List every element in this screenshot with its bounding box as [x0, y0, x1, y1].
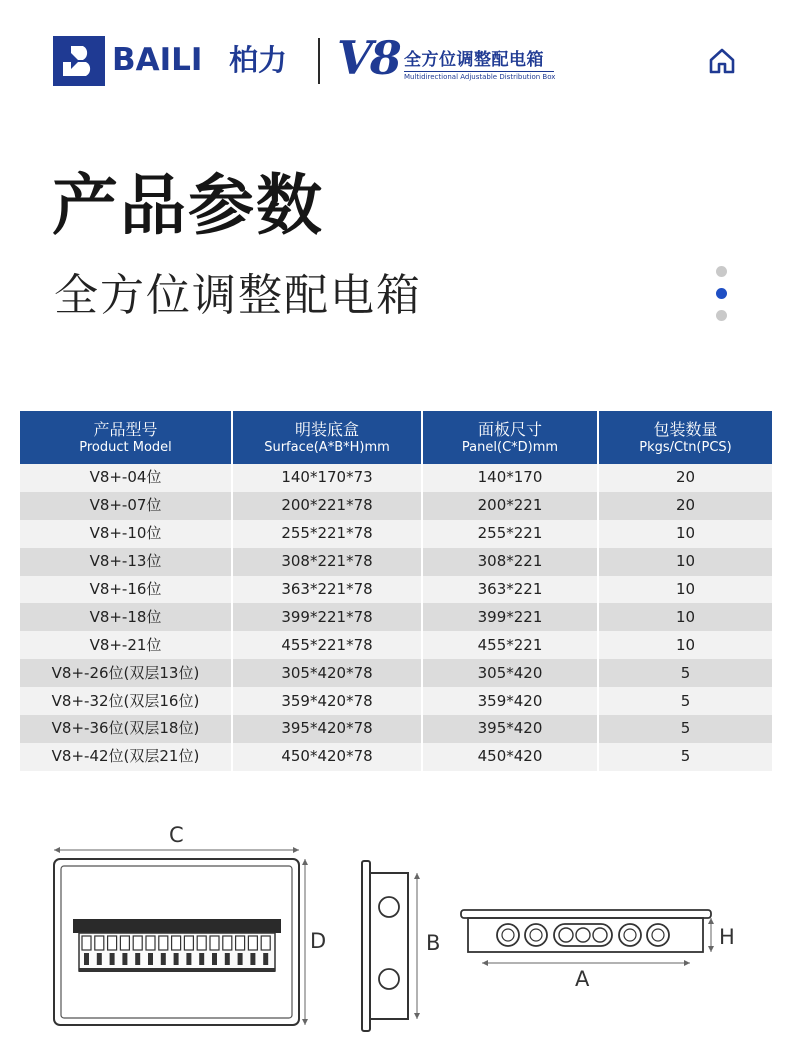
- table-row: [20, 603, 772, 631]
- column-header-cn: 面板尺寸: [477, 419, 542, 439]
- header-divider: [318, 38, 320, 84]
- table-cell: 20: [598, 492, 772, 520]
- table-cell: 308*221*78: [232, 548, 422, 576]
- front-panel-drawing: [48, 837, 310, 1033]
- table-cell: 363*221*78: [232, 576, 422, 604]
- top-view-drawing: [458, 905, 723, 977]
- breaker-toggle: [186, 953, 191, 965]
- column-header-en: Pkgs/Ctn(PCS): [639, 439, 732, 455]
- breaker-toggle: [84, 953, 89, 965]
- table-cell: 395*420*78: [232, 715, 422, 743]
- dimension-label-c: C: [169, 823, 184, 847]
- table-row: [20, 687, 772, 715]
- table-cell: 363*221: [422, 576, 598, 604]
- table-cell: V8+-10位: [20, 520, 232, 548]
- table-cell: V8+-32位(双层16位): [20, 687, 232, 715]
- table-row: [20, 464, 772, 492]
- breaker-toggle: [97, 953, 102, 965]
- breaker-slot: [133, 936, 142, 950]
- side-view-drawing: [355, 859, 430, 1033]
- breaker-toggle: [263, 953, 268, 965]
- brand-name: BAILI: [112, 42, 203, 78]
- breaker-toggle: [110, 953, 115, 965]
- table-row: [20, 715, 772, 743]
- breaker-toggle: [122, 953, 127, 965]
- table-row: [20, 576, 772, 604]
- pagination-dot[interactable]: [716, 266, 727, 277]
- table-cell: 455*221*78: [232, 631, 422, 659]
- breaker-slot: [261, 936, 270, 950]
- breaker-slot: [197, 936, 206, 950]
- dimension-label-d: D: [310, 929, 327, 953]
- dimension-label-a: A: [575, 967, 590, 991]
- table-cell: 10: [598, 548, 772, 576]
- breaker-slot: [146, 936, 155, 950]
- table-cell: 10: [598, 520, 772, 548]
- column-header: [422, 411, 598, 464]
- table-cell: 450*420*78: [232, 743, 422, 771]
- table-cell: V8+-04位: [20, 464, 232, 492]
- breaker-toggle: [135, 953, 140, 965]
- breaker-slots: [82, 936, 270, 965]
- table-header-row: [20, 411, 772, 464]
- breaker-toggle: [174, 953, 179, 965]
- pagination-dots: [716, 266, 728, 326]
- product-name-cn: 全方位调整配电箱: [404, 50, 544, 70]
- table-cell: V8+-26位(双层13位): [20, 659, 232, 687]
- home-icon[interactable]: [707, 46, 737, 76]
- table-cell: V8+-13位: [20, 548, 232, 576]
- table-cell: 5: [598, 687, 772, 715]
- product-name-en: Multidirectional Adjustable Distribution Box: [404, 73, 556, 81]
- table-cell: 359*420: [422, 687, 598, 715]
- table-cell: 20: [598, 464, 772, 492]
- table-cell: 5: [598, 743, 772, 771]
- breaker-slot: [108, 936, 117, 950]
- breaker-toggle: [212, 953, 217, 965]
- dimension-diagrams: [0, 815, 790, 1053]
- table-cell: 10: [598, 576, 772, 604]
- breaker-slot: [159, 936, 168, 950]
- dimension-label-b: B: [426, 931, 441, 955]
- column-header-en: Panel(C*D)mm: [461, 439, 559, 455]
- product-name-underline: [404, 71, 554, 72]
- table-row: [20, 743, 772, 771]
- breaker-slot: [223, 936, 232, 950]
- column-header-en: Product Model: [79, 439, 172, 455]
- column-header-cn: 包装数量: [653, 419, 718, 439]
- breaker-toggle: [148, 953, 153, 965]
- table-cell: V8+-07位: [20, 492, 232, 520]
- page-subtitle: 全方位调整配电箱: [54, 270, 422, 321]
- table-cell: 255*221*78: [232, 520, 422, 548]
- table-cell: 359*420*78: [232, 687, 422, 715]
- spec-table: [20, 411, 772, 771]
- table-row: [20, 548, 772, 576]
- table-cell: 450*420: [422, 743, 598, 771]
- table-cell: V8+-16位: [20, 576, 232, 604]
- column-header-cn: 明装底盒: [294, 419, 359, 439]
- table-cell: V8+-21位: [20, 631, 232, 659]
- brand-name-cn: 柏力: [229, 43, 288, 77]
- pagination-dot-active[interactable]: [716, 288, 727, 299]
- table-cell: 395*420: [422, 715, 598, 743]
- model-logo: V8: [337, 31, 399, 85]
- table-cell: 308*221: [422, 548, 598, 576]
- column-header: [232, 411, 422, 464]
- breaker-slot: [120, 936, 129, 950]
- table-cell: 5: [598, 715, 772, 743]
- breaker-slot: [82, 936, 91, 950]
- page-header: [0, 0, 790, 120]
- table-cell: 399*221*78: [232, 603, 422, 631]
- table-cell: 200*221*78: [232, 492, 422, 520]
- table-cell: 305*420*78: [232, 659, 422, 687]
- column-header: [20, 411, 232, 464]
- table-cell: 399*221: [422, 603, 598, 631]
- breaker-toggle: [161, 953, 166, 965]
- table-cell: 140*170*73: [232, 464, 422, 492]
- breaker-slot: [236, 936, 245, 950]
- table-cell: 140*170: [422, 464, 598, 492]
- table-cell: 255*221: [422, 520, 598, 548]
- table-cell: V8+-42位(双层21位): [20, 743, 232, 771]
- dimension-label-h: H: [719, 925, 735, 949]
- table-cell: 10: [598, 631, 772, 659]
- breaker-slot: [210, 936, 219, 950]
- breaker-slot: [95, 936, 104, 950]
- breaker-slot: [248, 936, 257, 950]
- table-row: [20, 631, 772, 659]
- column-header: [598, 411, 772, 464]
- table-body: [20, 464, 772, 771]
- table-cell: 200*221: [422, 492, 598, 520]
- pagination-dot[interactable]: [716, 310, 727, 321]
- table-cell: V8+-36位(双层18位): [20, 715, 232, 743]
- column-header-en: Surface(A*B*H)mm: [264, 439, 390, 455]
- breaker-toggle: [225, 953, 230, 965]
- table-cell: 305*420: [422, 659, 598, 687]
- table-cell: 10: [598, 603, 772, 631]
- table-cell: 455*221: [422, 631, 598, 659]
- column-header-cn: 产品型号: [93, 419, 158, 439]
- table-cell: V8+-18位: [20, 603, 232, 631]
- table-row: [20, 659, 772, 687]
- breaker-slot: [184, 936, 193, 950]
- table-cell: 5: [598, 659, 772, 687]
- breaker-toggle: [250, 953, 255, 965]
- page-title: 产品参数: [52, 167, 324, 244]
- baili-logo-icon: [53, 36, 105, 86]
- table-row: [20, 492, 772, 520]
- table-row: [20, 520, 772, 548]
- dimension-arrow-d: [300, 859, 310, 1025]
- breaker-slot: [172, 936, 181, 950]
- breaker-toggle: [238, 953, 243, 965]
- breaker-toggle: [199, 953, 204, 965]
